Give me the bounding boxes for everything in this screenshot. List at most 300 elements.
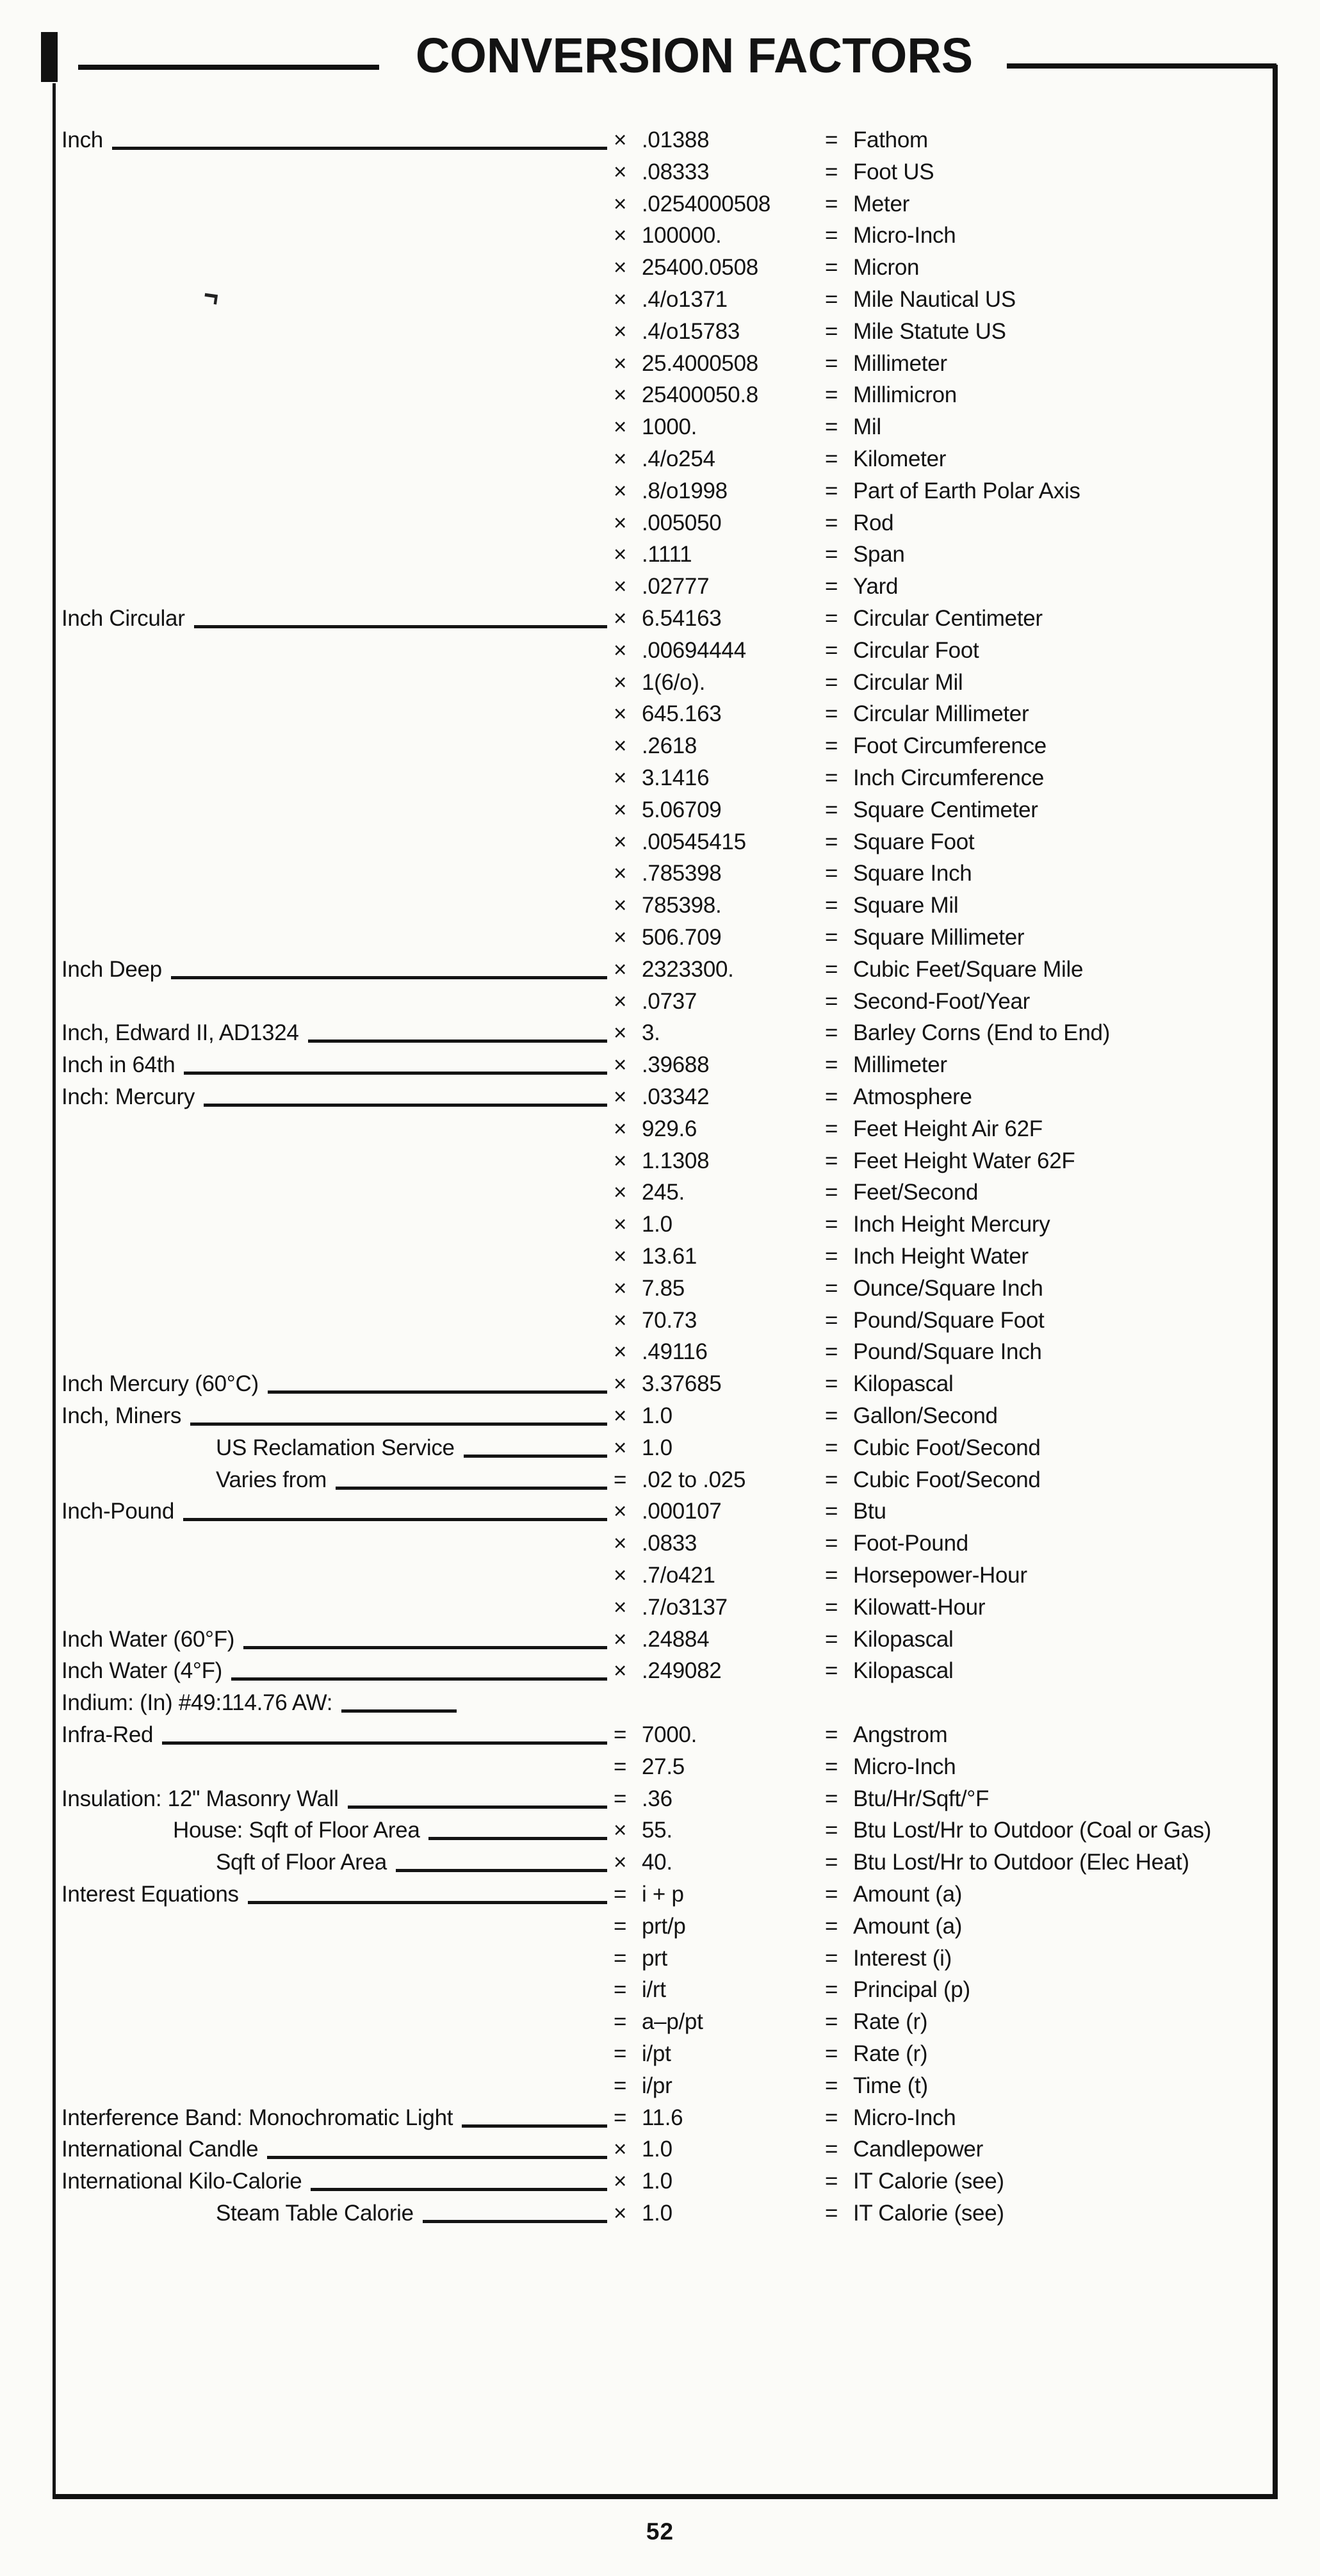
- equals-sign: =: [825, 1180, 838, 1205]
- factor-value: 506.709: [642, 925, 722, 950]
- multiply-sign: ×: [614, 382, 627, 408]
- result-cell: [825, 1500, 1258, 1527]
- result-cell: [825, 1309, 1258, 1336]
- factor-cell: [614, 480, 825, 507]
- result-cell: [825, 1277, 1258, 1304]
- result-cell: [825, 1118, 1258, 1145]
- result-cell: [825, 224, 1258, 251]
- multiply-sign: ×: [614, 159, 627, 184]
- factor-value: .49116: [642, 1339, 708, 1365]
- table-row: [61, 538, 1258, 570]
- result-cell: [825, 575, 1258, 602]
- multiply-sign: ×: [614, 1594, 627, 1620]
- factor-cell: [614, 926, 825, 953]
- equals-sign: =: [825, 2009, 838, 2035]
- factor-value: .1111: [642, 542, 692, 567]
- equals-sign: =: [825, 2169, 838, 2194]
- multiply-sign: ×: [614, 1818, 627, 1843]
- leader-line: [267, 2156, 607, 2159]
- factor-cell: [614, 703, 825, 730]
- factor-cell: [614, 224, 825, 251]
- equals-sign: =: [614, 1786, 627, 1811]
- factor-cell: [614, 161, 825, 188]
- multiply-sign: ×: [614, 1403, 627, 1428]
- result-cell: [825, 512, 1258, 539]
- result-value: Cubic Feet/Square Mile: [853, 956, 1084, 982]
- factor-cell: [614, 1213, 825, 1240]
- equals-sign: =: [825, 1403, 838, 1428]
- multiply-sign: ×: [614, 765, 627, 790]
- equals-sign: =: [825, 382, 838, 408]
- factor-value: .7/o421: [642, 1563, 715, 1588]
- factor-value: 13.61: [642, 1244, 697, 1269]
- equals-sign: =: [825, 2041, 838, 2066]
- factor-value: .4/o15783: [642, 318, 740, 344]
- result-value: Btu: [853, 1499, 886, 1524]
- multiply-sign: ×: [614, 478, 627, 503]
- equals-sign: =: [825, 350, 838, 376]
- equals-sign: =: [825, 1913, 838, 1939]
- factor-value: .01388: [642, 127, 710, 152]
- result-value: Yard: [853, 574, 899, 599]
- result-value: Inch Height Water: [853, 1244, 1029, 1269]
- result-value: Btu Lost/Hr to Outdoor (Elec Heat): [853, 1850, 1189, 1875]
- factor-value: 5.06709: [642, 797, 722, 822]
- result-value: Square Centimeter: [853, 797, 1038, 822]
- row-label: House: Sqft of Floor Area: [173, 1818, 420, 1843]
- result-value: Millimeter: [853, 350, 947, 376]
- equals-sign: =: [825, 2073, 838, 2098]
- multiply-sign: ×: [614, 1244, 627, 1269]
- factor-value: .8/o1998: [642, 478, 728, 503]
- page-number: 52: [646, 2518, 674, 2545]
- equals-sign: =: [614, 2105, 627, 2130]
- leader-line: [204, 1104, 607, 1107]
- factor-value: 25400.0508: [642, 255, 758, 281]
- factor-value: 25.4000508: [642, 350, 758, 376]
- factor-cell: [614, 1978, 825, 2005]
- table-row: [61, 2133, 1258, 2165]
- equals-sign: =: [614, 1945, 627, 1971]
- equals-sign: =: [825, 1467, 838, 1492]
- result-cell: [825, 1788, 1258, 1814]
- result-cell: [825, 1659, 1258, 1686]
- factor-value: .39688: [642, 1052, 710, 1078]
- result-cell: [825, 735, 1258, 762]
- result-cell: [825, 193, 1258, 220]
- scan-artifact-mark: ¬: [201, 278, 222, 314]
- factor-value: .02 to .025: [642, 1467, 746, 1492]
- leader-line: [308, 1039, 607, 1043]
- table-row: [61, 1080, 1258, 1113]
- result-value: Mil: [853, 414, 881, 440]
- equals-sign: =: [825, 478, 838, 503]
- table-row: [61, 1942, 1258, 1974]
- factor-cell: [614, 1756, 825, 1782]
- result-value: Feet Height Air 62F: [853, 1116, 1043, 1141]
- result-cell: [825, 1469, 1258, 1496]
- result-value: Foot Circumference: [853, 733, 1047, 759]
- factor-cell: [614, 1181, 825, 1208]
- result-cell: [825, 1564, 1258, 1591]
- result-value: Foot-Pound: [853, 1531, 968, 1556]
- table-row: [61, 347, 1258, 379]
- result-cell: [825, 1532, 1258, 1559]
- factor-cell: [614, 1405, 825, 1431]
- result-cell: [825, 288, 1258, 315]
- factor-value: i/pr: [642, 2073, 672, 2098]
- result-value: Micro-Inch: [853, 223, 956, 249]
- row-label: Inch, Edward II, AD1324: [61, 1020, 299, 1046]
- result-value: IT Calorie (see): [853, 2169, 1004, 2194]
- result-cell: [825, 2170, 1258, 2197]
- result-value: Inch Height Mercury: [853, 1212, 1050, 1237]
- factor-value: .2618: [642, 733, 697, 759]
- table-row: [61, 1814, 1258, 1846]
- factor-value: 11.6: [642, 2105, 683, 2130]
- table-row: [61, 794, 1258, 826]
- equals-sign: =: [825, 893, 838, 918]
- equals-sign: =: [825, 1052, 838, 1078]
- result-cell: [825, 320, 1258, 347]
- equals-sign: =: [614, 1467, 627, 1492]
- multiply-sign: ×: [614, 988, 627, 1014]
- result-value: Circular Millimeter: [853, 701, 1029, 727]
- table-row: [61, 1176, 1258, 1208]
- equals-sign: =: [825, 446, 838, 471]
- multiply-sign: ×: [614, 542, 627, 567]
- row-label: Inch Water (60°F): [61, 1626, 235, 1652]
- factor-cell: [614, 1564, 825, 1591]
- table-row: [61, 1654, 1258, 1686]
- equals-sign: =: [825, 1945, 838, 1971]
- table-row: [61, 953, 1258, 985]
- table-row: [61, 1686, 1258, 1718]
- result-cell: [825, 1915, 1258, 1942]
- result-cell: [825, 1883, 1258, 1910]
- result-cell: [825, 480, 1258, 507]
- table-row: [61, 1145, 1258, 1177]
- factor-cell: [614, 384, 825, 411]
- table-row: [61, 634, 1258, 666]
- result-value: Rate (r): [853, 2041, 928, 2066]
- factor-cell: [614, 2107, 825, 2133]
- result-value: Meter: [853, 191, 909, 216]
- result-value: Kilopascal: [853, 1626, 954, 1652]
- multiply-sign: ×: [614, 414, 627, 440]
- table-row: [61, 1973, 1258, 2005]
- result-value: Btu/Hr/Sqft/°F: [853, 1786, 990, 1811]
- equals-sign: =: [825, 1435, 838, 1460]
- factor-cell: [614, 2010, 825, 2037]
- result-cell: [825, 1086, 1258, 1113]
- table-row: [61, 1240, 1258, 1272]
- multiply-sign: ×: [614, 1658, 627, 1684]
- result-cell: [825, 1628, 1258, 1655]
- result-value: Square Foot: [853, 829, 975, 854]
- factor-cell: [614, 416, 825, 443]
- multiply-sign: ×: [614, 2137, 627, 2162]
- factor-value: 7000.: [642, 1722, 697, 1747]
- result-cell: [825, 1213, 1258, 1240]
- result-cell: [825, 1341, 1258, 1367]
- equals-sign: =: [825, 861, 838, 886]
- row-label: Interference Band: Monochromatic Light: [61, 2105, 453, 2130]
- factor-cell: [614, 193, 825, 220]
- multiply-sign: ×: [614, 1020, 627, 1046]
- multiply-sign: ×: [614, 446, 627, 471]
- equals-sign: =: [825, 733, 838, 759]
- result-value: Cubic Foot/Second: [853, 1435, 1041, 1460]
- multiply-sign: ×: [614, 223, 627, 249]
- equals-sign: =: [825, 1307, 838, 1333]
- leader-line: [311, 2188, 607, 2191]
- multiply-sign: ×: [614, 669, 627, 695]
- result-value: Rate (r): [853, 2009, 928, 2035]
- equals-sign: =: [825, 1339, 838, 1365]
- result-value: Span: [853, 542, 905, 567]
- row-label: Interest Equations: [61, 1882, 239, 1907]
- multiply-sign: ×: [614, 574, 627, 599]
- row-label: Inch Mercury (60°C): [61, 1371, 259, 1397]
- result-cell: [825, 543, 1258, 570]
- factor-cell: [614, 2138, 825, 2165]
- leader-line: [190, 1423, 607, 1426]
- multiply-sign: ×: [614, 1180, 627, 1205]
- result-cell: [825, 1022, 1258, 1048]
- factor-cell: [614, 1724, 825, 1750]
- table-row: [61, 2069, 1258, 2101]
- factor-value: 2323300.: [642, 956, 734, 982]
- result-cell: [825, 1150, 1258, 1177]
- leader-line: [341, 1709, 457, 1713]
- result-cell: [825, 129, 1258, 156]
- row-label: Indium: (In) #49:114.76 AW:: [61, 1690, 333, 1716]
- table-row: [61, 1718, 1258, 1750]
- table-row: [61, 1782, 1258, 1814]
- table-row: [61, 1399, 1258, 1431]
- result-value: Kilopascal: [853, 1658, 954, 1684]
- result-cell: [825, 2075, 1258, 2101]
- equals-sign: =: [614, 1754, 627, 1779]
- factor-cell: [614, 1150, 825, 1177]
- result-value: Kilowatt-Hour: [853, 1594, 986, 1620]
- row-label: Varies from: [216, 1467, 327, 1492]
- result-value: Square Mil: [853, 893, 959, 918]
- equals-sign: =: [825, 1116, 838, 1141]
- leader-line: [462, 2124, 607, 2128]
- result-value: Millimicron: [853, 382, 957, 408]
- result-cell: [825, 862, 1258, 889]
- table-row: [61, 1527, 1258, 1559]
- equals-sign: =: [825, 223, 838, 249]
- factor-value: 70.73: [642, 1307, 697, 1333]
- leader-line: [162, 1741, 607, 1745]
- table-row: [61, 985, 1258, 1017]
- factor-cell: [614, 1500, 825, 1527]
- equals-sign: =: [825, 669, 838, 695]
- result-value: Mile Nautical US: [853, 287, 1016, 312]
- factor-cell: [614, 862, 825, 889]
- result-cell: [825, 1819, 1258, 1846]
- multiply-sign: ×: [614, 1563, 627, 1588]
- factor-value: 6.54163: [642, 606, 722, 631]
- leader-line: [112, 147, 607, 150]
- factor-value: prt: [642, 1945, 667, 1971]
- factor-value: 1.0: [642, 1403, 672, 1428]
- equals-sign: =: [825, 1658, 838, 1684]
- result-cell: [825, 799, 1258, 826]
- multiply-sign: ×: [614, 701, 627, 727]
- factor-value: 1.0: [642, 1435, 672, 1460]
- multiply-sign: ×: [614, 606, 627, 631]
- table-row: [61, 730, 1258, 762]
- table-row: [61, 188, 1258, 220]
- equals-sign: =: [825, 1371, 838, 1397]
- result-value: Interest (i): [853, 1945, 952, 1971]
- result-cell: [825, 1756, 1258, 1782]
- table-row: [61, 251, 1258, 283]
- factor-cell: [614, 1118, 825, 1145]
- table-row: [61, 1431, 1258, 1463]
- factor-cell: [614, 1915, 825, 1942]
- factor-value: 1.0: [642, 1212, 672, 1237]
- result-value: Square Millimeter: [853, 925, 1025, 950]
- equals-sign: =: [825, 191, 838, 216]
- factor-value: .03342: [642, 1084, 710, 1109]
- multiply-sign: ×: [614, 2201, 627, 2226]
- result-cell: [825, 1724, 1258, 1750]
- result-value: Atmosphere: [853, 1084, 972, 1109]
- table-row: [61, 857, 1258, 889]
- multiply-sign: ×: [614, 350, 627, 376]
- leader-line: [348, 1806, 607, 1809]
- factor-value: .7/o3137: [642, 1594, 728, 1620]
- factor-value: .4/o1371: [642, 287, 728, 312]
- factor-value: .0833: [642, 1531, 697, 1556]
- factor-cell: [614, 1947, 825, 1974]
- result-value: Pound/Square Foot: [853, 1307, 1045, 1333]
- result-cell: [825, 256, 1258, 283]
- result-cell: [825, 2010, 1258, 2037]
- equals-sign: =: [825, 1786, 838, 1811]
- row-label: Inch, Miners: [61, 1403, 182, 1428]
- result-value: Part of Earth Polar Axis: [853, 478, 1080, 503]
- factor-cell: [614, 1819, 825, 1846]
- table-row: [61, 2101, 1258, 2133]
- factor-value: 27.5: [642, 1754, 685, 1779]
- result-value: Mile Statute US: [853, 318, 1006, 344]
- multiply-sign: ×: [614, 637, 627, 663]
- table-row: [61, 1272, 1258, 1304]
- result-value: Pound/Square Inch: [853, 1339, 1042, 1365]
- result-cell: [825, 671, 1258, 698]
- equals-sign: =: [825, 988, 838, 1014]
- factor-cell: [614, 448, 825, 475]
- row-label: International Kilo-Calorie: [61, 2169, 302, 2194]
- factor-cell: [614, 767, 825, 794]
- equals-sign: =: [825, 1850, 838, 1875]
- result-cell: [825, 926, 1258, 953]
- leader-line: [231, 1677, 607, 1681]
- multiply-sign: ×: [614, 1626, 627, 1652]
- factor-value: .02777: [642, 574, 710, 599]
- table-row: [61, 1335, 1258, 1367]
- result-value: Ounce/Square Inch: [853, 1275, 1043, 1301]
- multiply-sign: ×: [614, 1052, 627, 1078]
- row-label: Inch-Pound: [61, 1499, 175, 1524]
- leader-line: [268, 1390, 607, 1394]
- row-label: US Reclamation Service: [216, 1435, 455, 1460]
- factor-value: 929.6: [642, 1116, 697, 1141]
- equals-sign: =: [614, 1977, 627, 2003]
- result-value: Feet Height Water 62F: [853, 1148, 1075, 1173]
- factor-value: .005050: [642, 510, 722, 535]
- equals-sign: =: [825, 829, 838, 854]
- leader-line: [184, 1072, 607, 1075]
- equals-sign: =: [614, 2041, 627, 2066]
- result-value: Micro-Inch: [853, 2105, 956, 2130]
- result-cell: [825, 352, 1258, 379]
- table-row: [61, 156, 1258, 188]
- equals-sign: =: [825, 1531, 838, 1556]
- multiply-sign: ×: [614, 1307, 627, 1333]
- table-row: [61, 475, 1258, 507]
- factor-cell: [614, 1373, 825, 1399]
- table-row: [61, 411, 1258, 443]
- multiply-sign: ×: [614, 1212, 627, 1237]
- result-value: Foot US: [853, 159, 934, 184]
- result-value: Feet/Second: [853, 1180, 979, 1205]
- result-cell: [825, 607, 1258, 634]
- result-cell: [825, 639, 1258, 666]
- table-row: [61, 507, 1258, 539]
- table-row: [61, 1463, 1258, 1496]
- row-label: Infra-Red: [61, 1722, 154, 1747]
- multiply-sign: ×: [614, 318, 627, 344]
- table-row: [61, 1048, 1258, 1080]
- result-value: Circular Foot: [853, 637, 979, 663]
- factor-cell: [614, 1341, 825, 1367]
- multiply-sign: ×: [614, 893, 627, 918]
- equals-sign: =: [825, 1722, 838, 1747]
- equals-sign: =: [825, 1084, 838, 1109]
- result-cell: [825, 2107, 1258, 2133]
- factor-value: 1.1308: [642, 1148, 710, 1173]
- multiply-sign: ×: [614, 1850, 627, 1875]
- equals-sign: =: [825, 414, 838, 440]
- result-cell: [825, 894, 1258, 921]
- table-row: [61, 2197, 1258, 2229]
- leader-line: [183, 1518, 607, 1521]
- result-cell: [825, 384, 1258, 411]
- leader-line: [336, 1487, 607, 1490]
- result-cell: [825, 1373, 1258, 1399]
- row-label: Inch Deep: [61, 956, 162, 982]
- table-row: [61, 889, 1258, 921]
- equals-sign: =: [825, 1563, 838, 1588]
- table-row: [61, 1495, 1258, 1527]
- table-row: [61, 697, 1258, 730]
- result-cell: [825, 2202, 1258, 2229]
- factor-cell: [614, 1532, 825, 1559]
- factor-cell: [614, 320, 825, 347]
- table-row: [61, 1878, 1258, 1910]
- factor-cell: [614, 129, 825, 156]
- leader-line: [243, 1646, 607, 1649]
- multiply-sign: ×: [614, 127, 627, 152]
- result-cell: [825, 1054, 1258, 1080]
